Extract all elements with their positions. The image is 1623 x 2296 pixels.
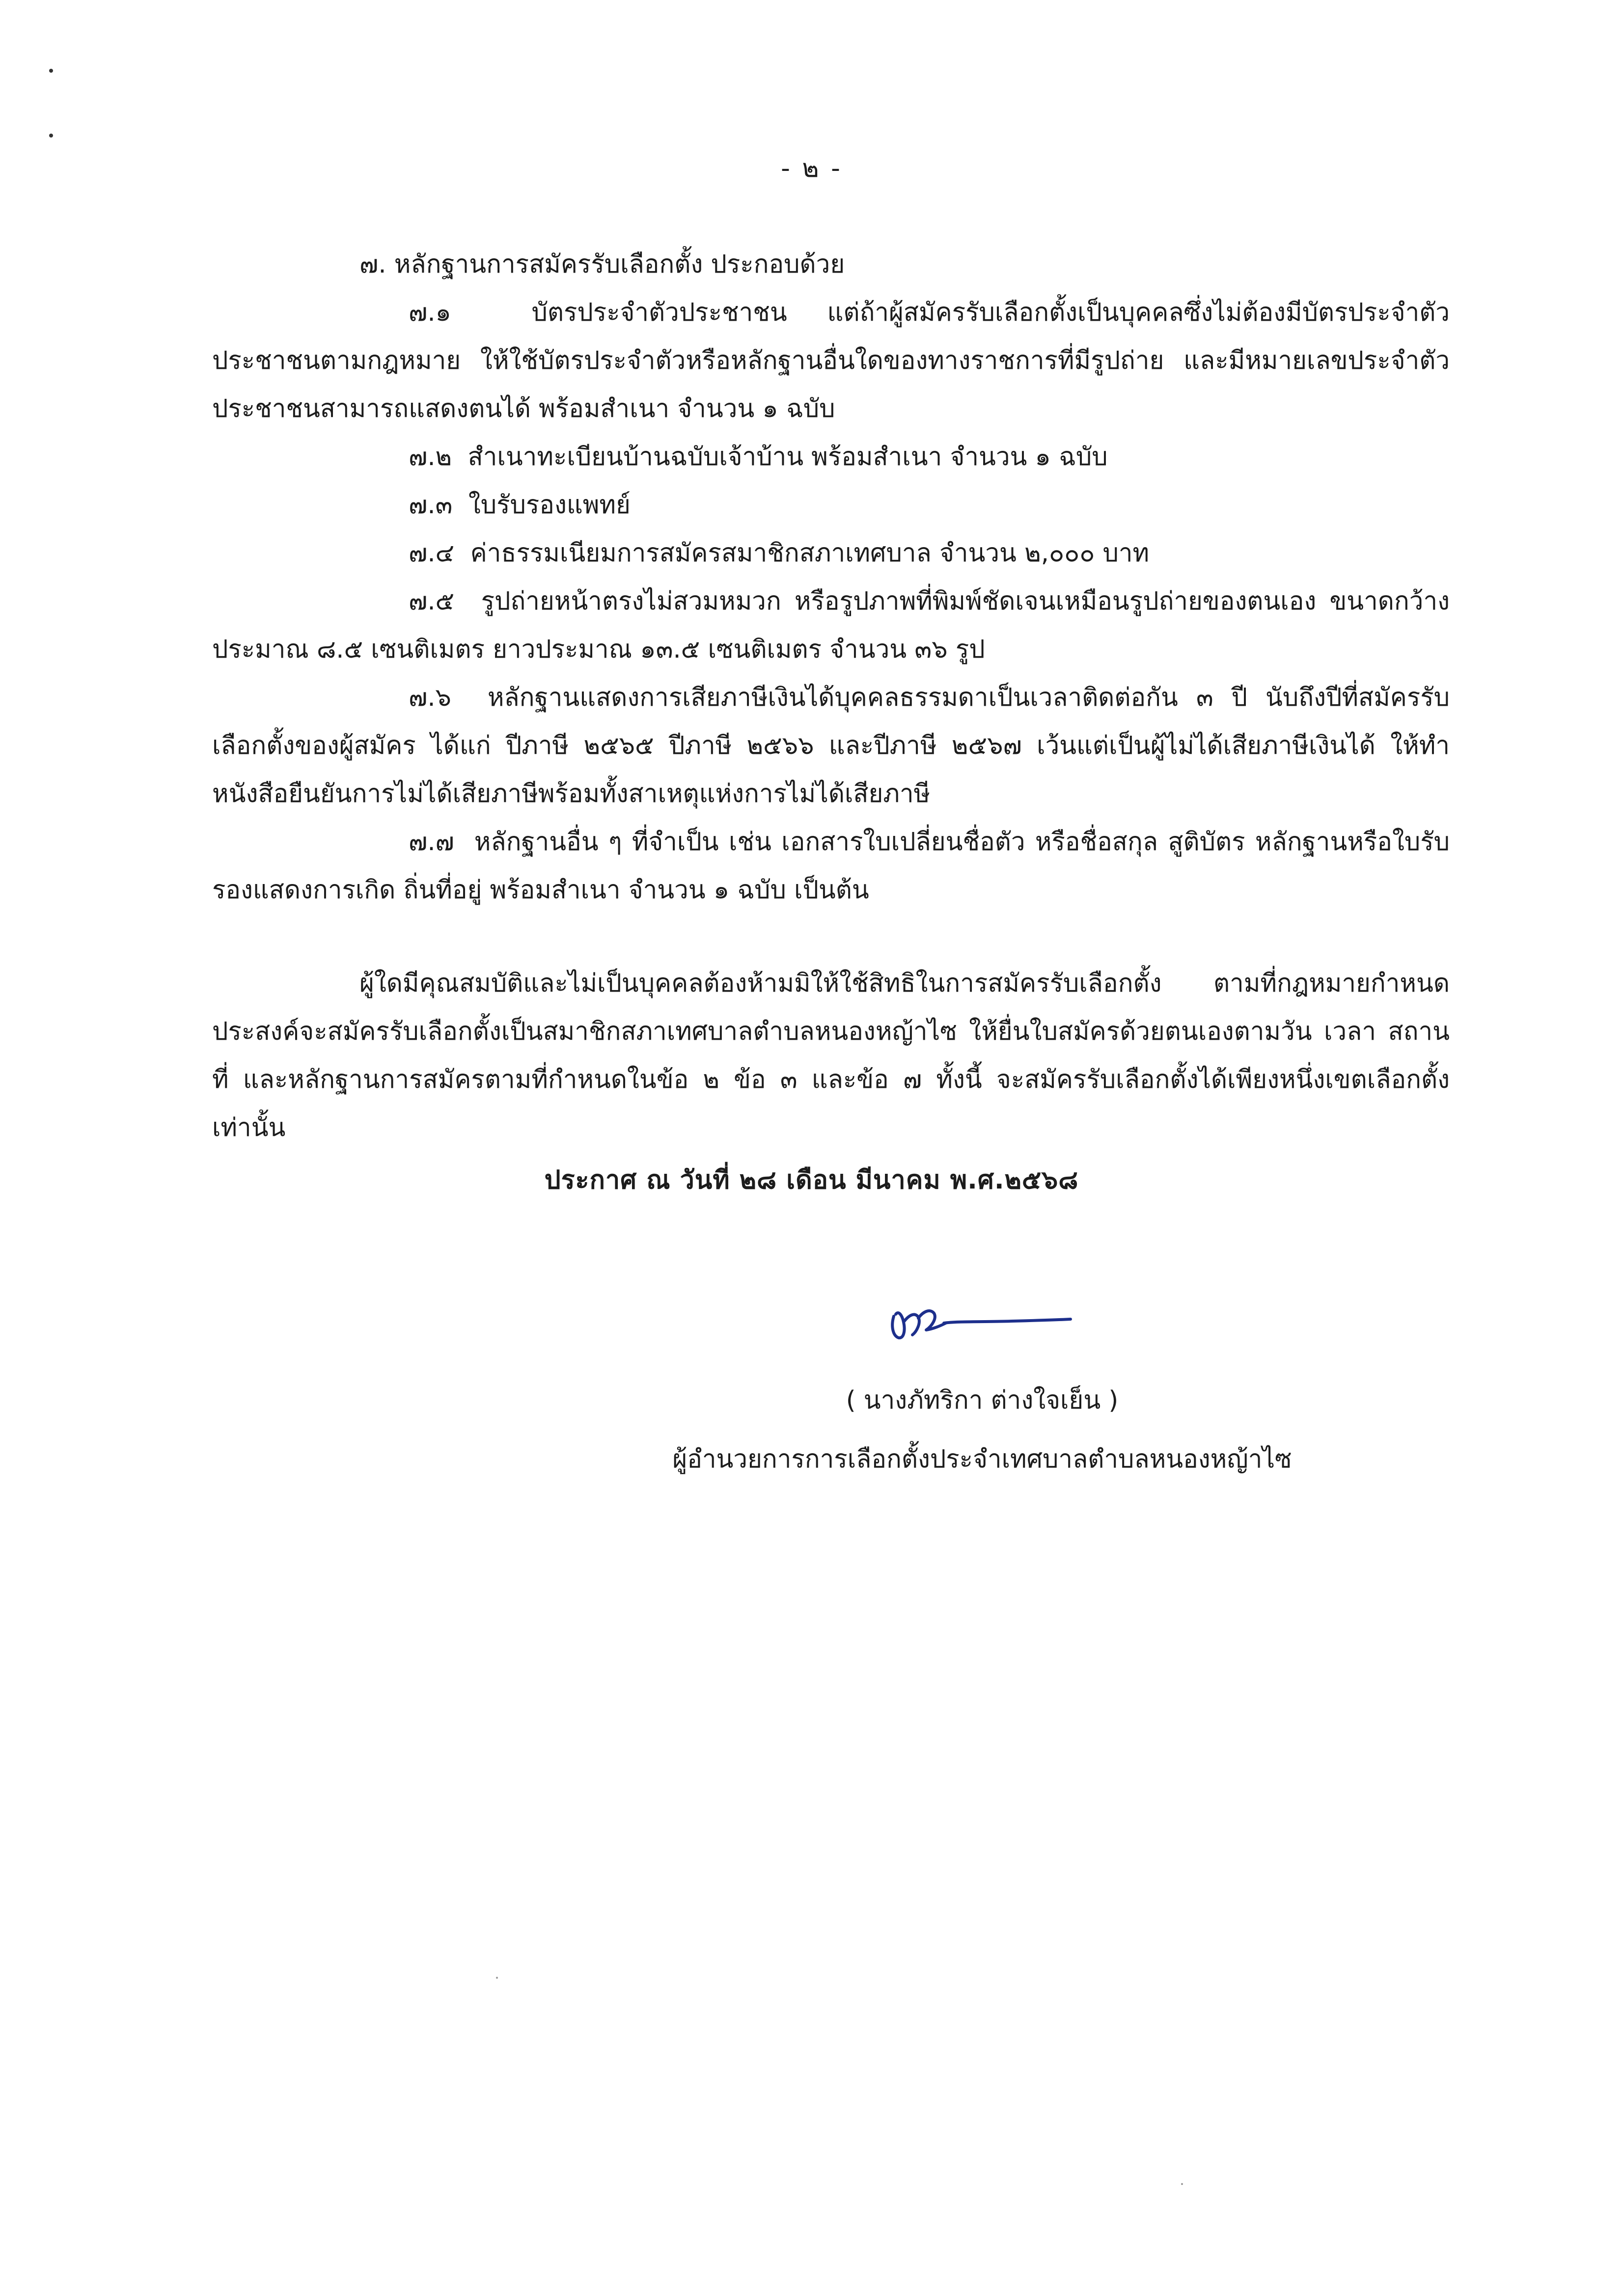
item-7-3 (212, 481, 1450, 529)
item-7-4 (212, 529, 1450, 578)
handwritten-signature (884, 1287, 1080, 1351)
scan-speck (496, 1977, 498, 1979)
item-text: ใบรับรองแพทย์ (468, 491, 631, 520)
item-text: ค่าธรรมเนียมการสมัครสมาชิกสภาเทศบาล จำนวน ๒,๐๐๐ บาท (470, 539, 1150, 568)
item-number: ๗.๓ (409, 491, 453, 520)
closing-paragraph: ผู้ใดมีคุณสมบัติและไม่เป็นบุคคลต้องห้ามมิให้ใช้สิทธิในการสมัครรับเลือกตั้ง ตามที่กฎหมายกำหนด ประสงค์จะสมัครรับเลือกตั้งเป็นสมาชิกสภาเทศบาลตำบลหนองหญ้าไซ ให้ยื่นใบสมัครด้วยตนเองตามวัน เวลา สถานที่ และหลักฐานการสมัครตามที่กำหนดในข้อ ๒ ข้อ ๓ และข้อ ๗ ทั้งนี้ จะสมัครรับเลือกตั้งได้เพียงหนึ่งเขตเลือกตั้ง เท่านั้น (212, 969, 1450, 1142)
item-text: บัตรประจำตัวประชาชน แต่ถ้าผู้สมัครรับเลือกตั้งเป็นบุคคลซึ่งไม่ต้องมีบัตรประจำตัวประชาชนตามกฎหมาย ให้ใช้บัตรประจำตัวหรือหลักฐานอื่นใดของทางราชการที่มีรูปถ่าย และมีหมายเลขประจำตัวประชาชนสามารถแสดงตนได้ พร้อมสำเนา จำนวน ๑ ฉบับ (212, 298, 1450, 423)
item-number: ๗.๕ (409, 587, 455, 616)
item-number: ๗.๗ (409, 828, 454, 857)
item-7-6 (212, 674, 1450, 818)
item-7-2 (212, 433, 1450, 481)
item-text: หลักฐานแสดงการเสียภาษีเงินได้บุคคลธรรมดาเป็นเวลาติดต่อกัน ๓ ปี นับถึงปีที่สมัครรับเลือกตั้งของผู้สมัคร ได้แก่ ปีภาษี ๒๕๖๕ ปีภาษี ๒๕๖๖ และปีภาษี ๒๕๖๗ เว้นแต่เป็นผู้ไม่ได้เสียภาษีเงินได้ ให้ทำหนังสือยืนยันการไม่ได้เสียภาษีพร้อมทั้งสาเหตุแห่งการไม่ได้เสียภาษี (212, 683, 1450, 808)
item-7-1 (212, 289, 1450, 433)
scan-speck (1181, 2183, 1183, 2185)
section-7-heading: ๗. หลักฐานการสมัครรับเลือกตั้ง ประกอบด้วย (359, 250, 845, 279)
item-7-7 (212, 818, 1450, 914)
item-text: รูปถ่ายหน้าตรงไม่สวมหมวก หรือรูปภาพที่พิมพ์ชัดเจนเหมือนรูปถ่ายของตนเอง ขนาดกว้างประมาณ ๘.๕ เซนติเมตร ยาวประมาณ ๑๓.๕ เซนติเมตร จำนวน ๓๖ รูป (212, 587, 1450, 664)
announcement-date: ประกาศ ณ วันที่ ๒๘ เดือน มีนาคม พ.ศ.๒๕๖๘ (544, 1165, 1079, 1195)
scan-speck (49, 134, 53, 138)
signer-name: ( นางภัทริกา ต่างใจเย็น ) (846, 1386, 1119, 1415)
item-number: ๗.๔ (409, 539, 455, 568)
signer-title: ผู้อำนวยการการเลือกตั้งประจำเทศบาลตำบลหนองหญ้าไซ (672, 1445, 1292, 1474)
item-number: ๗.๒ (409, 443, 452, 471)
paragraph-gap (212, 914, 1450, 960)
item-text: สำเนาทะเบียนบ้านฉบับเจ้าบ้าน พร้อมสำเนา จำนวน ๑ ฉบับ (468, 443, 1108, 471)
item-number: ๗.๖ (409, 683, 451, 712)
page-number: - ๒ - (781, 154, 842, 183)
document-body (212, 241, 1450, 1152)
scan-speck (49, 69, 53, 73)
item-text: หลักฐานอื่น ๆ ที่จำเป็น เช่น เอกสารใบเปลี่ยนชื่อตัว หรือชื่อสกุล สูติบัตร หลักฐานหรือใบรับรองแสดงการเกิด ถิ่นที่อยู่ พร้อมสำเนา จำนวน ๑ ฉบับ เป็นต้น (212, 828, 1450, 905)
item-number: ๗.๑ (409, 298, 451, 327)
item-7-5 (212, 578, 1450, 674)
